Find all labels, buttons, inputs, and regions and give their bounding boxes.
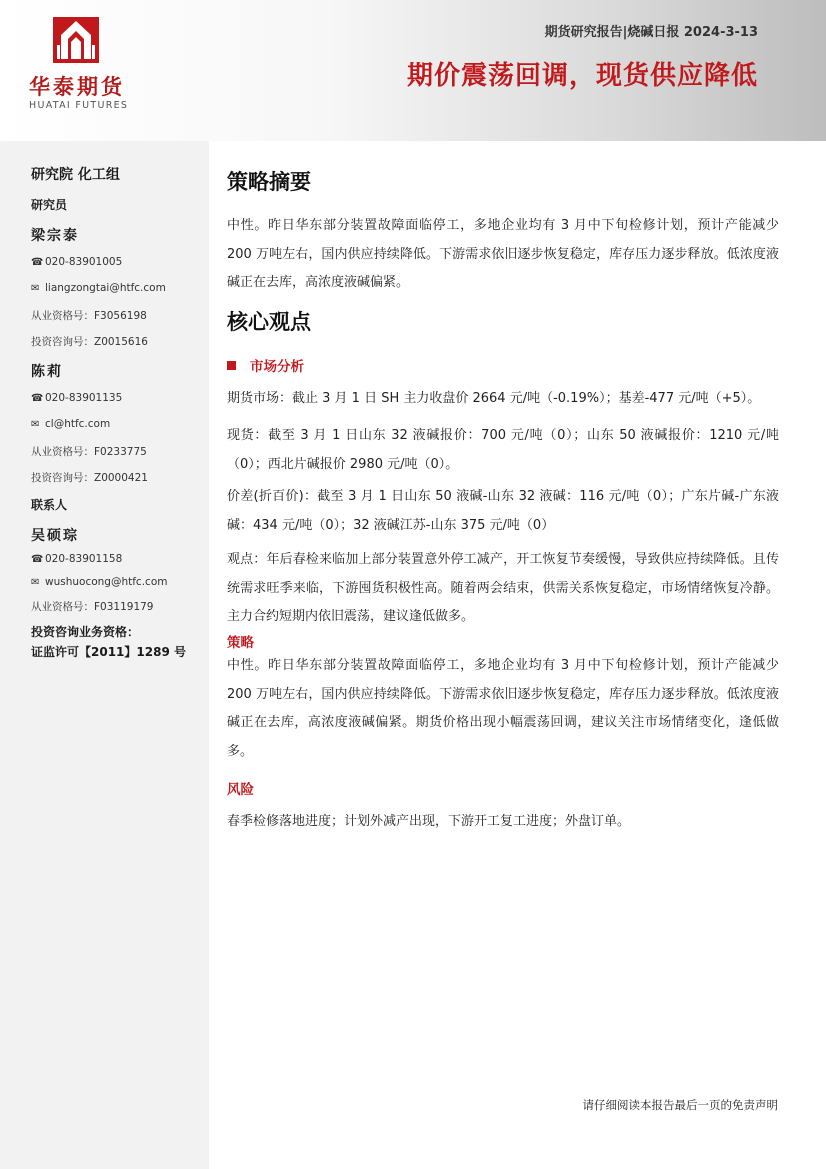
contact-email[interactable]: ✉ wushuocong@htfc.com xyxy=(31,576,168,588)
risk-paragraph: 春季检修落地进度；计划外减产出现，下游开工复工进度；外盘订单。 xyxy=(227,814,631,829)
author-sidebar xyxy=(0,141,209,1169)
disclaimer-note: 请仔细阅读本报告最后一页的免责声明 xyxy=(582,1098,778,1112)
contact-phone: ☎ 020-83901158 xyxy=(31,553,123,565)
contact-label: 联系人 xyxy=(31,498,68,512)
strategy-paragraph: 中性。昨日华东部分装置故障面临停工，多地企业均有 3 月中下旬检修计划，预计产能减少 200 万吨左右，国内供应持续降低。下游需求依旧逐步恢复稳定，库存压力逐步释放。低浓度液碱正在去库，高浓度液碱偏紧。期货价格出现小幅震荡回调，建议关注市场情绪变化，逢低做多。 xyxy=(227,658,779,759)
researcher-label: 研究员 xyxy=(31,198,68,212)
futures-paragraph: 期货市场：截止 3 月 1 日 SH 主力收盘价 2664 元/吨（-0.19%）；基差-477 元/吨（+5）。 xyxy=(227,391,761,406)
license-number: 证监许可【2011】1289 号 xyxy=(31,645,186,659)
market-analysis-heading: 市场分析 xyxy=(227,355,304,375)
logo-text-cn: 华泰期货 xyxy=(29,75,125,99)
researcher-phone: ☎ 020-83901135 xyxy=(31,392,123,404)
risk-heading: 风险 xyxy=(227,782,254,798)
huatai-logo-icon xyxy=(53,17,99,63)
researcher-email[interactable]: ✉ cl@htfc.com xyxy=(31,418,111,430)
summary-paragraph: 中性。昨日华东部分装置故障面临停工，多地企业均有 3 月中下旬检修计划，预计产能减少 200 万吨左右，国内供应持续降低。下游需求依旧逐步恢复稳定，库存压力逐步释放。低浓度液碱正在去库，高浓度液碱偏紧。 xyxy=(227,218,779,290)
square-bullet-icon xyxy=(227,361,236,370)
report-header xyxy=(0,0,826,141)
view-paragraph: 观点：年后春检来临加上部分装置意外停工减产，开工恢复节奏缓慢，导致供应持续降低。且传统需求旺季来临，下游囤货积极性高。随着两会结束，供需关系恢复稳定，市场情绪恢复冷静。主力合约短期内依旧震荡，建议逢低做多。 xyxy=(227,552,779,624)
researcher-name: 陈莉 xyxy=(31,364,63,380)
mail-icon: ✉ xyxy=(31,283,40,294)
researcher-advisor-no: 投资咨询号：Z0015616 xyxy=(31,336,148,348)
mail-icon: ✉ xyxy=(31,419,40,430)
company-logo xyxy=(27,15,137,115)
phone-icon: ☎ xyxy=(31,393,44,404)
department: 研究院 化工组 xyxy=(31,167,120,183)
report-title: 期价震荡回调，现货供应降低 xyxy=(406,61,758,91)
spot-paragraph: 现货：截至 3 月 1 日山东 32 液碱报价：700 元/吨（0）；山东 50 液碱报价：1210 元/吨（0）；西北片碱报价 2980 元/吨（0）。 xyxy=(227,428,779,472)
researcher-name: 梁宗泰 xyxy=(31,228,79,244)
spread-paragraph: 价差(折百价)：截至 3 月 1 日山东 50 液碱-山东 32 液碱：116 元/吨（0）；广东片碱-广东液碱：434 元/吨（0）；32 液碱江苏-山东 375 元/吨（0） xyxy=(227,489,779,533)
strategy-heading: 策略 xyxy=(227,635,254,651)
contact-qualification: 从业资格号：F03119179 xyxy=(31,601,154,613)
phone-icon: ☎ xyxy=(31,554,44,565)
summary-heading: 策略摘要 xyxy=(227,170,311,194)
contact-name: 吴硕琮 xyxy=(31,528,79,544)
researcher-qualification: 从业资格号：F0233775 xyxy=(31,446,147,458)
logo-text-en: HUATAI FUTURES xyxy=(29,100,129,111)
core-heading: 核心观点 xyxy=(227,310,311,334)
report-type: 期货研究报告|烧碱日报 2024-3-13 xyxy=(544,25,758,40)
license-label: 投资咨询业务资格： xyxy=(31,625,140,639)
researcher-qualification: 从业资格号：F3056198 xyxy=(31,310,147,322)
researcher-phone: ☎ 020-83901005 xyxy=(31,256,123,268)
phone-icon: ☎ xyxy=(31,257,44,268)
mail-icon: ✉ xyxy=(31,577,40,588)
researcher-email[interactable]: ✉ liangzongtai@htfc.com xyxy=(31,282,166,294)
researcher-advisor-no: 投资咨询号：Z0000421 xyxy=(31,472,148,484)
